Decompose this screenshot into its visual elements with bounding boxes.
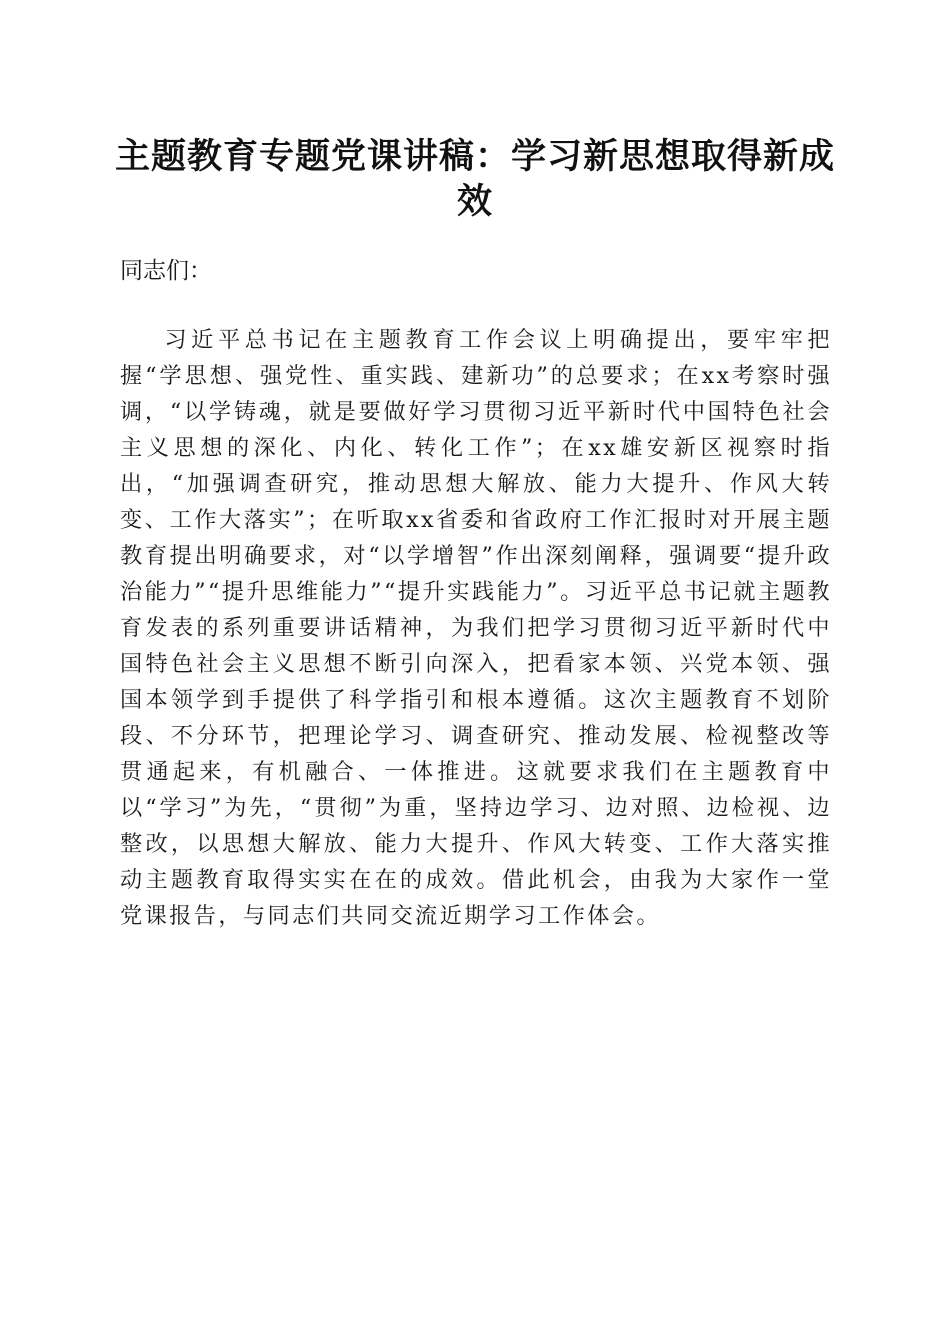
- body-paragraph: 习近平总书记在主题教育工作会议上明确提出，要牢牢把握“学思想、强党性、重实践、建新功”的总要求；在xx考察时强调，“以学铸魂，就是要做好学习贯彻习近平新时代中国特色社会主义思想的深化、内化、转化工作”；在xx雄安新区视察时指出，“加强调查研究，推动思想大解放、能力大提升、作风大转变、工作大落实”；在听取xx省委和省政府工作汇报时对开展主题教育提出明确要求，对“以学增智”作出深刻阐释，强调要“提升政治能力”“提升思维能力”“提升实践能力”。习近平总书记就主题教育发表的系列重要讲话精神，为我们把学习贯彻习近平新时代中国特色社会主义思想不断引向深入，把看家本领、兴党本领、强国本领学到手提供了科学指引和根本遵循。这次主题教育不划阶段、不分环节，把理论学习、调查研究、推动发展、检视整改等贯通起来，有机融合、一体推进。这就要求我们在主题教育中以“学习”为先，“贯彻”为重，坚持边学习、边对照、边检视、边整改，以思想大解放、能力大提升、作风大转变、工作大落实推动主题教育取得实实在在的成效。借此机会，由我为大家作一堂党课报告，与同志们共同交流近期学习工作体会。: [120, 327, 832, 929]
- salutation: 同志们：: [120, 258, 212, 284]
- document-title: 主题教育专题党课讲稿：学习新思想取得新成效: [114, 136, 835, 222]
